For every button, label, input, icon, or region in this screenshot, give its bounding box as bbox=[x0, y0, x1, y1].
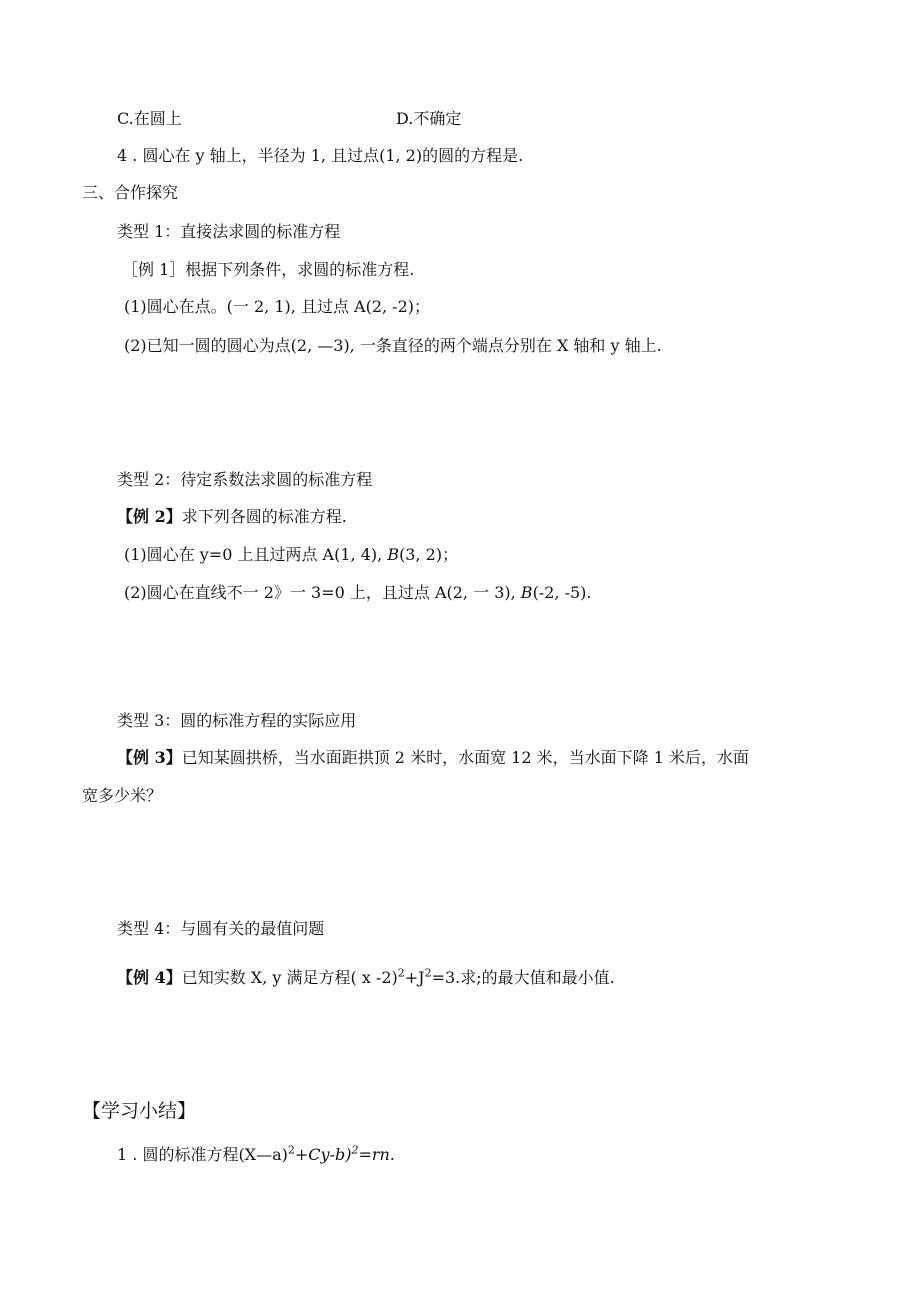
example-2-item-1-coords: (3, 2)； bbox=[399, 545, 459, 564]
type-1-title: 类型 1：直接法求圆的标准方程 bbox=[117, 222, 341, 241]
exponent: 2 bbox=[351, 1143, 359, 1157]
section-3-title: 三、合作探究 bbox=[82, 183, 179, 202]
example-1-heading: ［例 1］根据下列条件，求圆的标准方程. bbox=[122, 260, 415, 279]
example-2-item-2-text: (2)圆心在直线不一 2》一 3=0 上，且过点 A(2, 一 3), bbox=[124, 583, 521, 602]
example-2-heading bbox=[117, 506, 347, 528]
example-3-label: 【例 3】 bbox=[117, 748, 182, 767]
example-4-body-b: +J bbox=[404, 968, 425, 987]
option-c: C.在圆上 bbox=[117, 109, 182, 128]
summary-heading: 【学习小结】 bbox=[82, 1100, 197, 1122]
question-4: 4 . 圆心在 y 轴上，半径为 1, 且过点(1, 2)的圆的方程是. bbox=[117, 146, 524, 165]
example-3-body: 已知某圆拱桥，当水面距拱顶 2 米时，水面宽 12 米，当水面下降 1 米后，水面 bbox=[181, 748, 749, 767]
example-2-label: 【例 2】 bbox=[117, 507, 182, 526]
example-4-text bbox=[117, 967, 615, 989]
type-4-title: 类型 4：与圆有关的最值问题 bbox=[117, 919, 325, 938]
point-b-label: B bbox=[387, 545, 400, 564]
example-1-item-2: (2)已知一圆的圆心为点(2, —3), 一条直径的两个端点分别在 X 轴和 y 轴上. bbox=[124, 336, 662, 355]
example-3-continuation: 宽多少米？ bbox=[82, 786, 163, 805]
example-4-body-c: =3.求;的最大值和最小值. bbox=[431, 968, 615, 987]
example-2-item-2-coords: (-2, -5). bbox=[532, 583, 592, 602]
summary-item-1 bbox=[117, 1144, 395, 1166]
type-2-title: 类型 2：待定系数法求圆的标准方程 bbox=[117, 470, 373, 489]
example-2-text: 求下列各圆的标准方程. bbox=[181, 507, 347, 526]
exponent: 2 bbox=[287, 1143, 295, 1157]
summary-item-1-b: + bbox=[294, 1145, 309, 1164]
example-3-text bbox=[117, 747, 749, 769]
example-2-item-2 bbox=[124, 582, 591, 604]
example-4-label: 【例 4】 bbox=[117, 968, 182, 987]
example-1-item-1: (1)圆心在点。(一 2, 1), 且过点 A(2, -2)； bbox=[124, 297, 431, 316]
example-2-item-1 bbox=[124, 544, 458, 566]
point-b-label: B bbox=[520, 583, 533, 602]
summary-item-1-d: =rn. bbox=[358, 1145, 395, 1164]
exponent: 2 bbox=[424, 966, 432, 980]
example-4-body-a: 已知实数 X, y 满足方程( x -2) bbox=[181, 968, 398, 987]
example-2-item-1-text: (1)圆心在 y=0 上且过两点 A(1, 4), bbox=[124, 545, 388, 564]
summary-item-1-c: Cy-b) bbox=[308, 1145, 352, 1164]
summary-item-1-a: 1 . 圆的标准方程(X—a) bbox=[117, 1145, 288, 1164]
option-d: D.不确定 bbox=[396, 109, 462, 128]
type-3-title: 类型 3：圆的标准方程的实际应用 bbox=[117, 711, 357, 730]
exponent: 2 bbox=[397, 966, 405, 980]
